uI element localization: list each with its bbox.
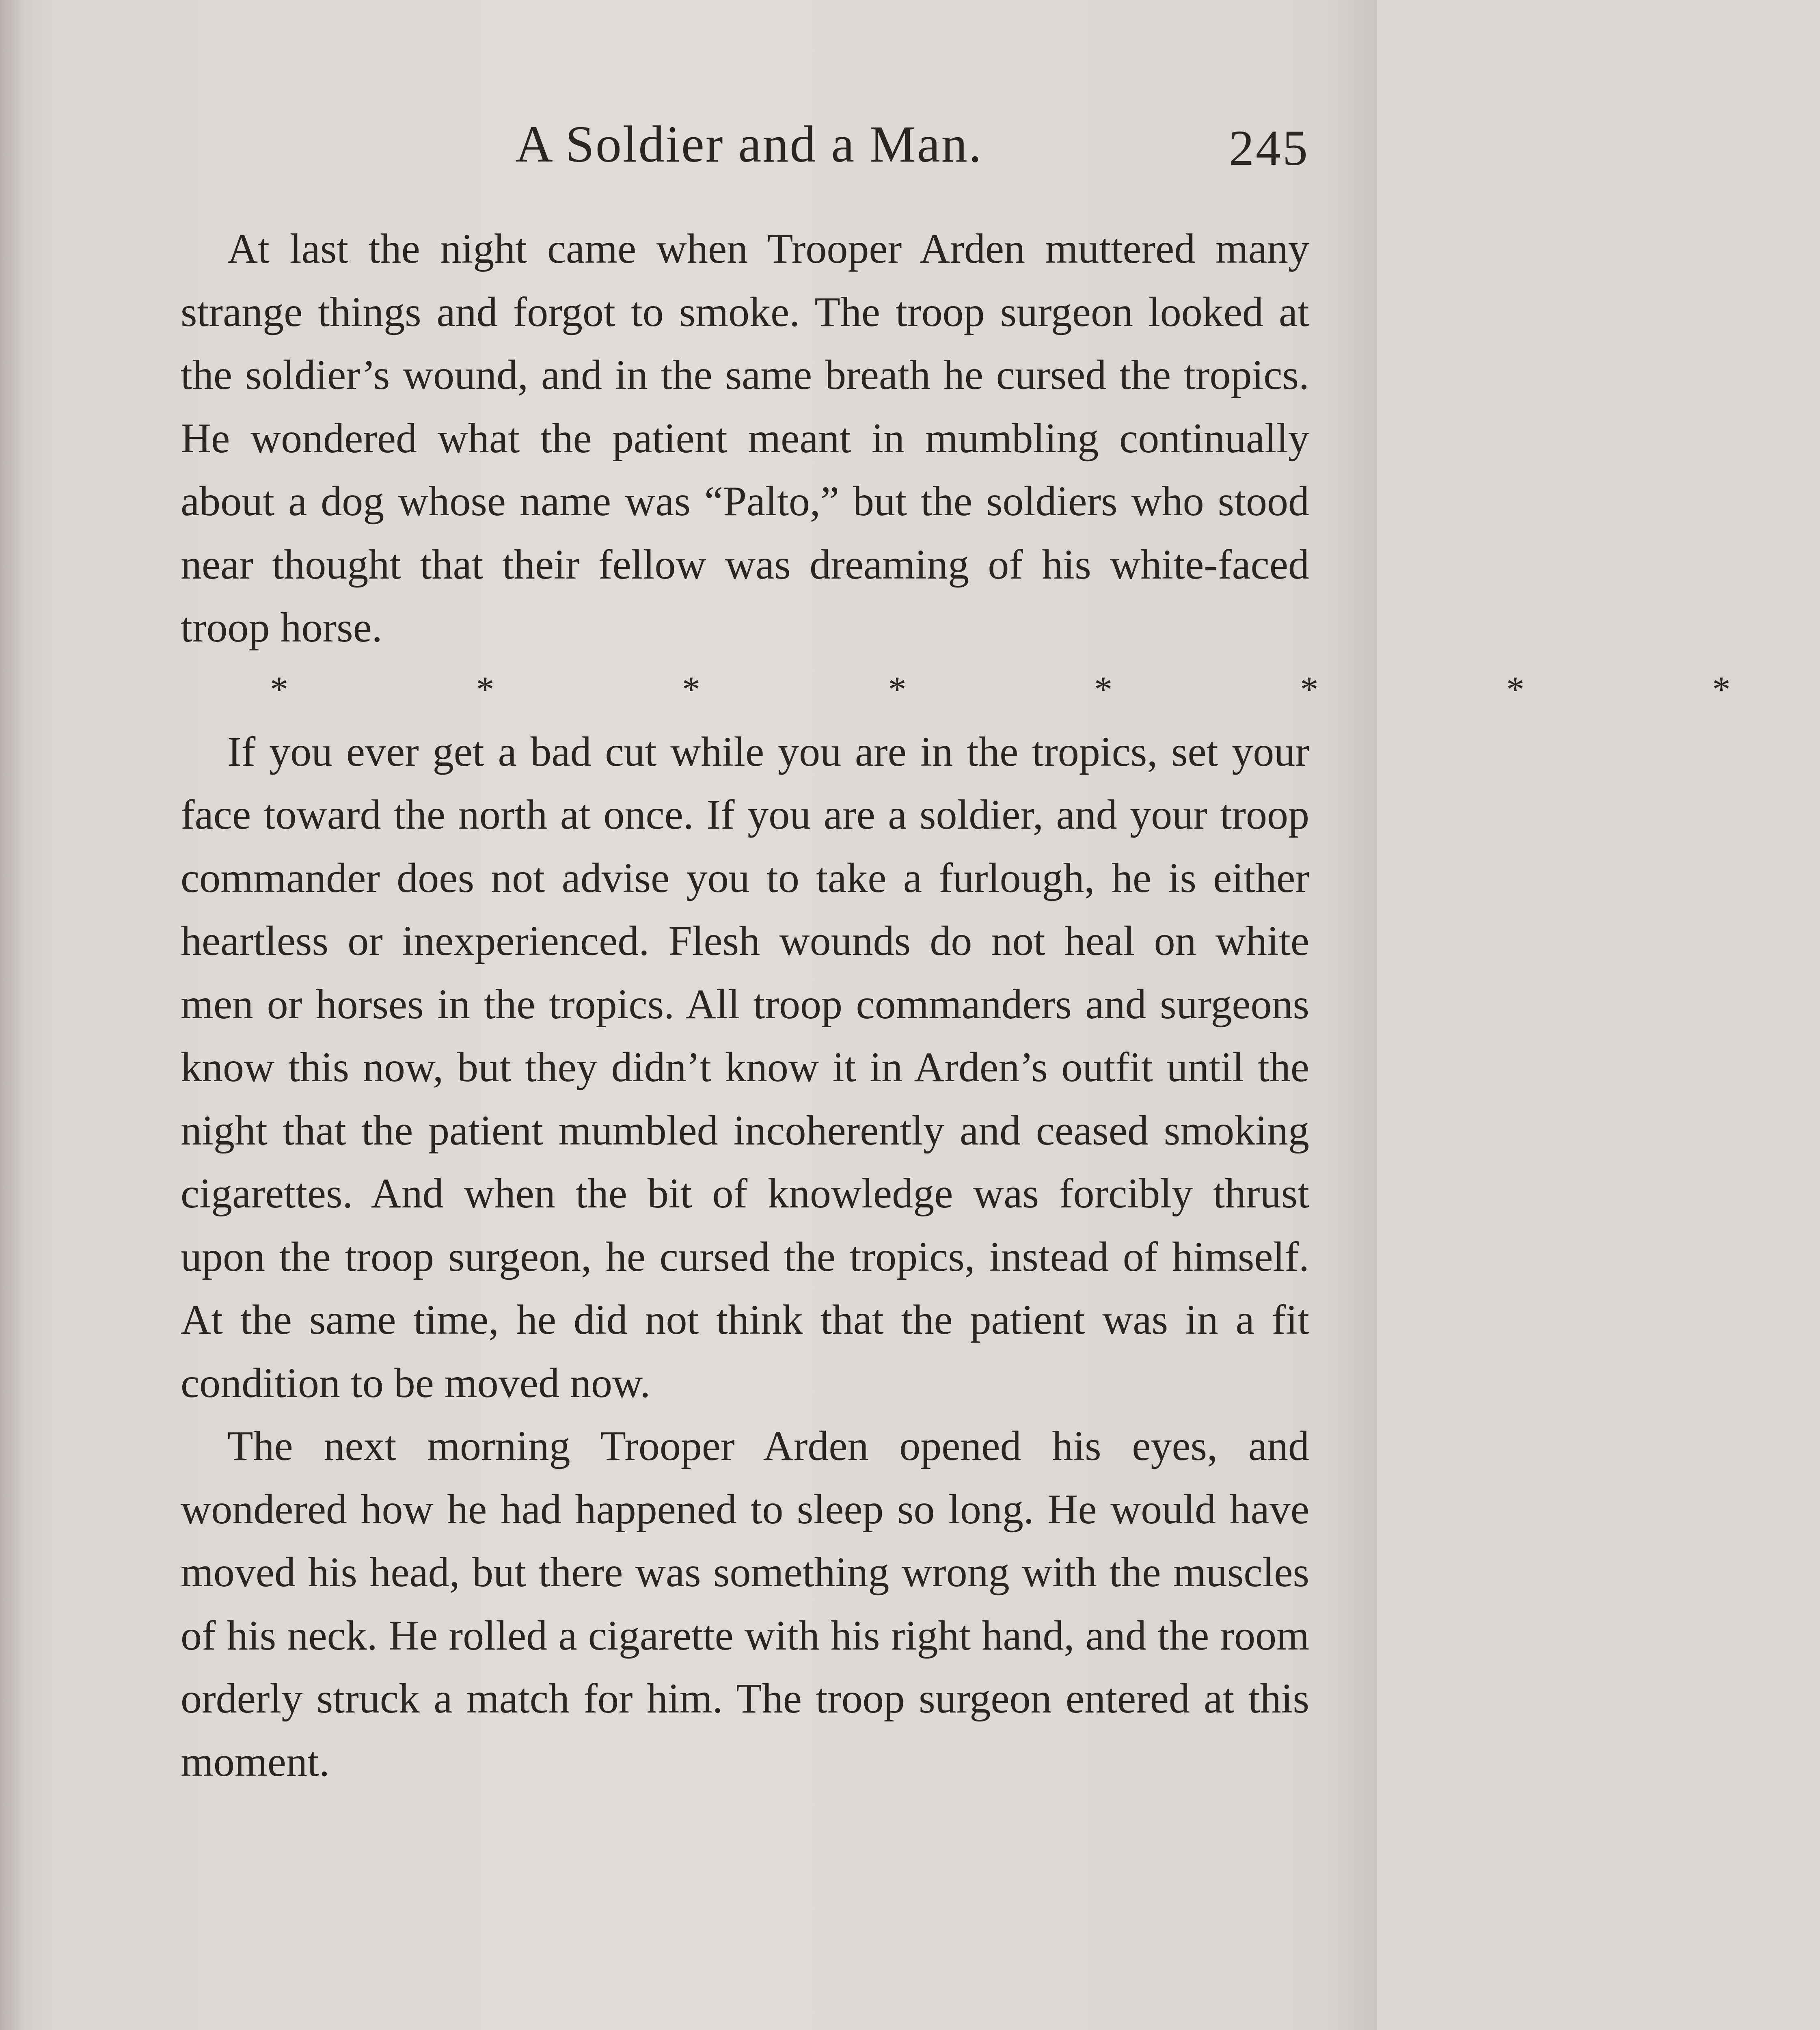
page-header (181, 110, 1309, 183)
page-number: 245 (1229, 120, 1309, 176)
spine-shadow (0, 0, 24, 2030)
paragraph: If you ever get a bad cut while you are in the tropics, set your face toward the north at once. If you are a soldier, and your troop commander does not advise you to take a furlough, he is either heartless or inexperienced. Flesh wounds do not heal on white men or horses in the tropics. All troop commanders and surgeons know this now, but they didn’t know it in Arden’s outfit until the night that the patient mumbled incoherently and ceased smoking cigarettes. And when the bit of knowledge was forcibly thrust upon the troop surgeon, he cursed the tropics, instead of himself. At the same time, he did not think that the patient was in a fit condition to be moved now. (181, 728, 1309, 1406)
running-title: A Soldier and a Man. (515, 115, 983, 173)
body-text (181, 217, 1820, 1793)
section-break: * * * * * * * * (270, 669, 1820, 710)
paragraph: The next morning Trooper Arden opened his eyes, and wondered how he had happened to sleep so long. He would have moved his head, but there was something wrong with the muscles of his neck. He rolled a cigarette with his right hand, and the room orderly struck a match for him. The troop surgeon entered at this moment. (181, 1423, 1309, 1785)
paragraph: At last the night came when Trooper Arden muttered many strange things and forgot to smoke. The troop surgeon looked at the soldier’s wound, and in the same breath he cursed the tropics. He wondered what the patient meant in mumbling continually about a dog whose name was “Palto,” but the soldiers who stood near thought that their fellow was dreaming of his white-faced troop horse. (181, 225, 1309, 651)
